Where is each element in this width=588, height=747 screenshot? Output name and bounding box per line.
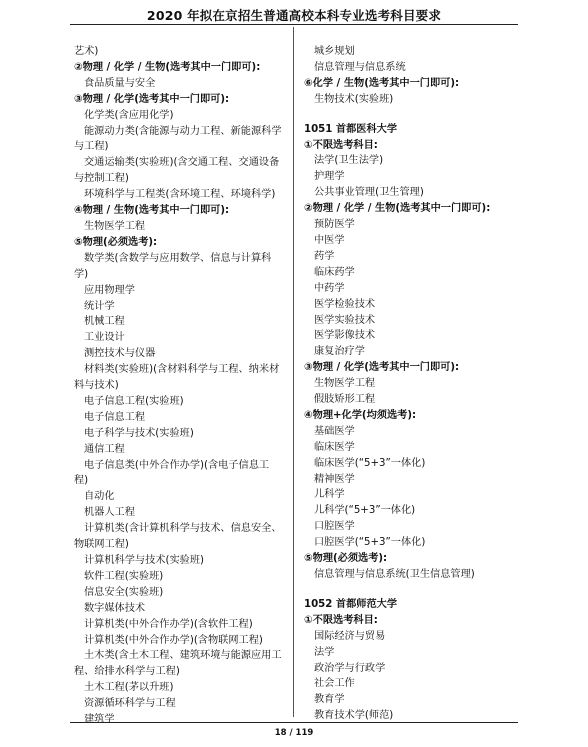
major-line: 食品质量与安全 [84,77,156,89]
major-line: 生物医学工程 [84,220,146,232]
major-line: 环境科学与工程类(含环境工程、环境科学) [84,189,276,201]
major-line: 电子信息工程(实验班) [84,395,184,407]
major-line: 电子信息类(中外合作办学)(含电子信息工 [84,459,270,471]
major-line: 计算机科学与技术(实验班) [84,555,205,566]
major-line: 土木类(含土木工程、建筑环境与能源应用工 [84,650,282,662]
section-heading: ①不限选考科目: [304,614,378,626]
section-heading: ①不限选考科目: [304,139,378,151]
major-line: 与工程) [74,141,109,153]
major-line: 交通运输类(实验班)(含交通工程、交通设备 [84,157,280,169]
major-line: 软件工程(实验班) [84,570,164,582]
section-heading: 1051 首都医科大学 [304,123,398,135]
major-line: 教育技术学(师范) [314,710,394,722]
major-line: 材料类(实验班)(含材料科学与工程、纳米材 [84,364,280,376]
section-heading: ③物理 / 化学(选考其中一门即可): [304,362,460,374]
major-line: 护理学 [314,171,345,183]
major-line: 程、给排水科学与工程) [74,666,180,678]
section-heading: ④物理+化学(均须选考): [304,409,417,421]
major-line: 医学影像技术 [314,330,376,342]
major-line: 临床药学 [314,266,355,278]
section-gap [304,108,518,122]
major-line: 程) [74,475,89,487]
major-line: 计算机类(中外合作办学)(含物联网工程) [84,634,263,646]
major-line: 口腔医学 [314,521,355,533]
section-heading: ②物理 / 化学 / 生物(选考其中一门即可): [304,203,491,215]
footer-rule [70,722,518,723]
right-column [304,44,518,724]
section-heading: ③物理 / 化学(选考其中一门即可): [74,93,230,105]
major-line: 药学 [314,250,335,262]
major-line: 土木工程(茅以升班) [84,682,174,694]
major-line: 公共事业管理(卫生管理) [314,187,424,199]
major-line: 儿科学(“5+3”一体化) [314,505,416,517]
major-line: 测控技术与仪器 [84,348,156,360]
major-line: 信息管理与信息系统 [314,61,406,73]
major-line: 与控制工程) [74,173,129,185]
major-line: 口腔医学(“5+3”一体化) [314,537,426,549]
major-line: 临床医学 [314,441,355,453]
major-line: 建筑学 [84,714,115,726]
section-heading: ⑤物理(必须选考): [304,553,388,565]
major-line: 儿科学 [314,489,345,501]
major-line: 社会工作 [314,678,355,690]
section-heading: ④物理 / 生物(选考其中一门即可): [74,205,230,217]
section-heading: ⑥化学 / 生物(选考其中一门即可): [304,77,460,89]
major-line: 数字媒体技术 [84,602,146,614]
major-line: 中药学 [314,282,345,294]
page-title: 2020 年拟在京招生普通高校本科专业选考科目要求 [146,8,442,23]
section-heading: ⑤物理(必须选考): [74,236,158,248]
major-line: 政治学与行政学 [314,662,386,674]
major-line: 机器人工程 [84,507,135,519]
major-line: 信息安全(实验班) [84,586,164,598]
major-line: 教育学 [314,694,345,706]
section-heading: 1052 首都师范大学 [304,598,398,610]
major-line: 应用物理学 [84,284,135,296]
major-line: 能源动力类(含能源与动力工程、新能源科学 [84,125,282,137]
major-line: 统计学 [84,300,115,312]
major-line: 临床医学(“5+3”一体化) [314,457,426,469]
major-line: 城乡规划 [314,46,355,57]
major-line: 计算机类(中外合作办学)(含软件工程) [84,618,253,630]
major-line: 电子科学与技术(实验班) [84,427,194,439]
major-line: 自动化 [84,491,115,503]
section-gap [304,583,518,597]
major-line: 工业设计 [84,332,125,344]
major-line: 中医学 [314,234,345,246]
page-number: 18 / 119 [274,728,314,738]
major-line: 电子信息工程 [84,411,146,423]
major-line: 预防医学 [314,219,355,231]
major-line: 化学类(含应用化学) [84,109,174,121]
major-line: 学) [74,268,89,280]
major-line: 医学检验技术 [314,298,376,310]
header-rule [70,24,518,25]
major-line: 康复治疗学 [314,346,365,358]
major-line: 基础医学 [314,425,355,437]
section-heading: ②物理 / 化学 / 生物(选考其中一门即可): [74,61,261,73]
major-line: 通信工程 [84,443,125,455]
major-line: 信息管理与信息系统(卫生信息管理) [314,569,475,580]
major-line: 料与技术) [74,380,119,392]
major-line: 物联网工程) [74,539,129,551]
major-line: 数学类(含数学与应用数学、信息与计算科 [84,252,272,264]
major-line: 生物医学工程 [314,378,376,390]
left-column [74,44,288,728]
major-line: 生物技术(实验班) [314,93,394,105]
major-line: 机械工程 [84,316,125,328]
major-line: 艺术) [74,46,99,57]
major-line: 医学实验技术 [314,314,376,326]
major-line: 国际经济与贸易 [314,630,386,642]
major-line: 计算机类(含计算机科学与技术、信息安全、 [84,523,282,535]
major-line: 法学 [314,646,335,658]
major-line: 法学(卫生法学) [314,155,384,167]
major-line: 精神医学 [314,473,355,485]
major-line: 假肢矫形工程 [314,394,376,406]
major-line: 资源循环科学与工程 [84,698,176,710]
column-divider [293,27,294,717]
